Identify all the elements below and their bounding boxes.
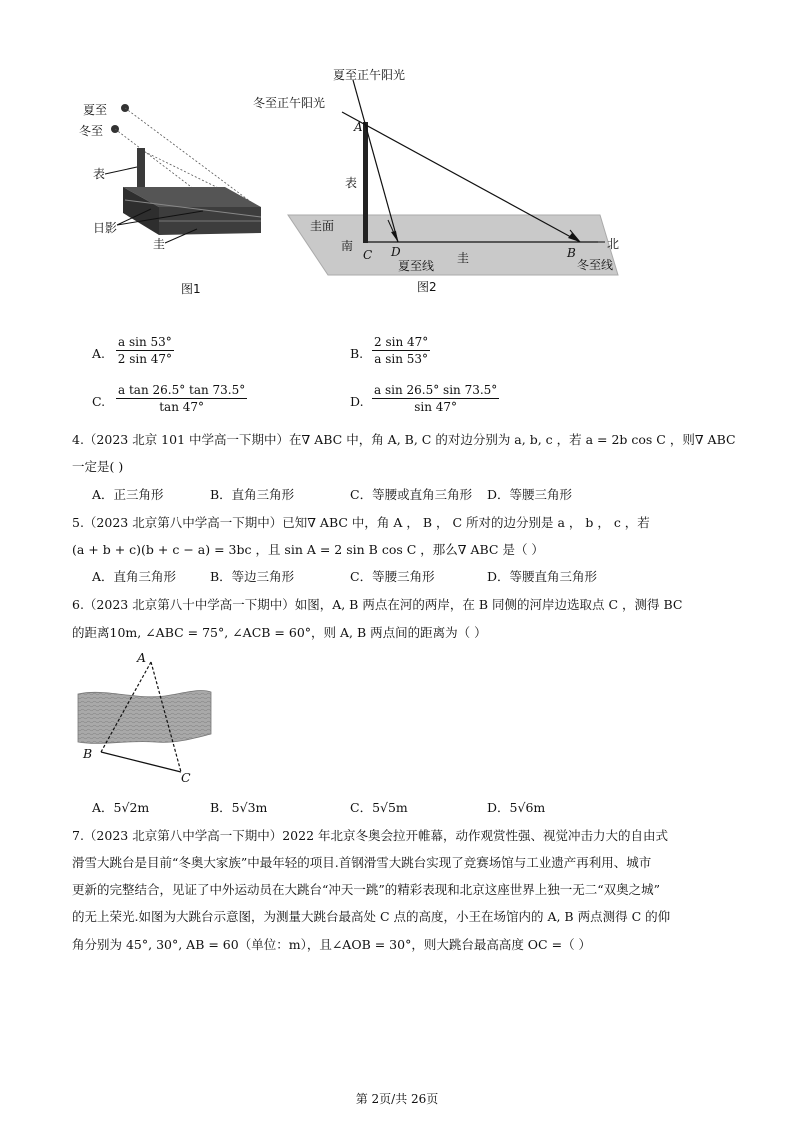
q4-line-1: 4.（2023 北京 101 中学高一下期中）在∇ ABC 中，角 A, B, C 的对边分别为 a, b, c ，若 a = 2b cos C ，则∇ ABC xyxy=(72,432,736,447)
q7-line-4: 的无上荣光.如图为大跳台示意图，为测量大跳台最高处 C 点的高度，小王在场馆内的 A, B 两点测得 C 的仰 xyxy=(72,909,671,924)
q4-option-a: A．正三角形 xyxy=(92,487,164,502)
q6-option-b: B．5√3m xyxy=(210,800,268,815)
label-gui-2: 圭 xyxy=(457,251,470,265)
q4-option-d: D．等腰三角形 xyxy=(487,487,573,502)
point-D: D xyxy=(391,245,401,259)
q3-option-a-denominator: 2 sin 47° xyxy=(117,352,173,366)
river-figure xyxy=(75,648,215,788)
gui-biao-photo xyxy=(75,95,275,300)
q4-line-2: 一定是( ) xyxy=(72,459,124,474)
figure-2 xyxy=(250,60,640,300)
label-gui-surface: 圭面 xyxy=(310,219,335,233)
point-A: A xyxy=(354,120,363,134)
river-point-C: C xyxy=(181,770,191,785)
figure-1 xyxy=(75,95,275,300)
q5-option-a: A．直角三角形 xyxy=(92,569,177,584)
q5-line-2: (a + b + c)(b + c − a) = 3bc ，且 sin A = 2 sin B cos C ，那么∇ ABC 是（ ） xyxy=(72,542,544,557)
label-shadow: 日影 xyxy=(93,221,118,235)
figure-1-caption: 图1 xyxy=(181,282,201,296)
q7-line-5: 角分别为 45°, 30°, AB = 60（单位：m），且∠AOB = 30°，则大跳台最高高度 OC =（ ） xyxy=(72,937,592,952)
label-summer-solstice: 夏至 xyxy=(83,103,108,117)
river-point-A: A xyxy=(137,650,147,665)
river-point-B: B xyxy=(83,746,93,761)
label-biao: 表 xyxy=(93,167,106,181)
q6-line-2: 的距离10m, ∠ABC = 75°, ∠ACB = 60°，则 A, B 两点间的距离为（ ） xyxy=(72,625,487,640)
q3-option-d-denominator: sin 47° xyxy=(414,400,458,414)
q3-option-a-letter: A. xyxy=(92,346,106,361)
label-summer-noon-light: 夏至正午阳光 xyxy=(333,68,406,82)
q6-option-a: A．5√2m xyxy=(92,800,150,815)
q4-option-c: C．等腰或直角三角形 xyxy=(350,487,473,502)
q7-line-2: 滑雪大跳台是目前“冬奥大家族”中最年轻的项目.首钢滑雪大跳台实现了竞赛场馆与工业遗产再利用、城市 xyxy=(72,855,652,870)
q3-option-a-fraction xyxy=(116,335,174,366)
q7-line-3: 更新的完整结合，见证了中外运动员在大跳台“冲天一跳”的精彩表现和北京这座世界上独一无二“双奥之城” xyxy=(72,882,661,897)
q3-option-b-letter: B. xyxy=(350,346,364,361)
label-winter-solstice: 冬至 xyxy=(79,124,104,138)
q5-option-d: D．等腰直角三角形 xyxy=(487,569,598,584)
q3-option-d-numerator: a sin 26.5° sin 73.5° xyxy=(374,383,498,397)
label-north: 北 xyxy=(607,237,620,251)
q3-option-d-letter: D. xyxy=(350,394,364,409)
q6-option-d: D．5√6m xyxy=(487,800,546,815)
point-B: B xyxy=(567,246,576,260)
q3-option-b-numerator: 2 sin 47° xyxy=(374,335,429,349)
q5-option-c: C．等腰三角形 xyxy=(350,569,435,584)
q6-option-c: C．5√5m xyxy=(350,800,408,815)
q5-option-b: B．等边三角形 xyxy=(210,569,295,584)
river-diagram xyxy=(75,648,215,788)
label-south: 南 xyxy=(341,239,354,253)
point-C: C xyxy=(363,248,373,262)
q3-option-b-denominator: a sin 53° xyxy=(374,352,429,366)
q7-line-1: 7.（2023 北京第八中学高一下期中）2022 年北京冬奥会拉开帷幕，动作观赏性强、视觉冲击力大的自由式 xyxy=(72,828,668,843)
q3-option-d-fraction xyxy=(372,383,499,414)
q3-option-c-fraction xyxy=(116,383,247,414)
label-summer-line: 夏至线 xyxy=(398,259,435,273)
q4-option-b: B．直角三角形 xyxy=(210,487,295,502)
label-gui: 圭 xyxy=(153,237,166,251)
label-winter-noon-light: 冬至正午阳光 xyxy=(253,96,326,110)
page-number: 第 2页/共 26页 xyxy=(355,1092,439,1106)
figure-2-caption: 图2 xyxy=(417,280,437,294)
q6-line-1: 6.（2023 北京第八十中学高一下期中）如图，A, B 两点在河的两岸，在 B 同侧的河岸边选取点 C ，测得 BC xyxy=(72,597,683,612)
q3-option-b-fraction xyxy=(372,335,430,366)
q5-line-1: 5.（2023 北京第八中学高一下期中）已知∇ ABC 中，角 A ， B ， C 所对的边分别是 a ， b ， c ，若 xyxy=(72,515,650,530)
label-biao-2: 表 xyxy=(345,176,358,190)
q3-option-c-numerator: a tan 26.5° tan 73.5° xyxy=(118,383,246,397)
q3-option-c-denominator: tan 47° xyxy=(159,400,205,414)
q3-option-c-letter: C. xyxy=(92,394,106,409)
label-winter-line: 冬至线 xyxy=(577,258,614,272)
q3-option-a-numerator: a sin 53° xyxy=(118,335,172,349)
